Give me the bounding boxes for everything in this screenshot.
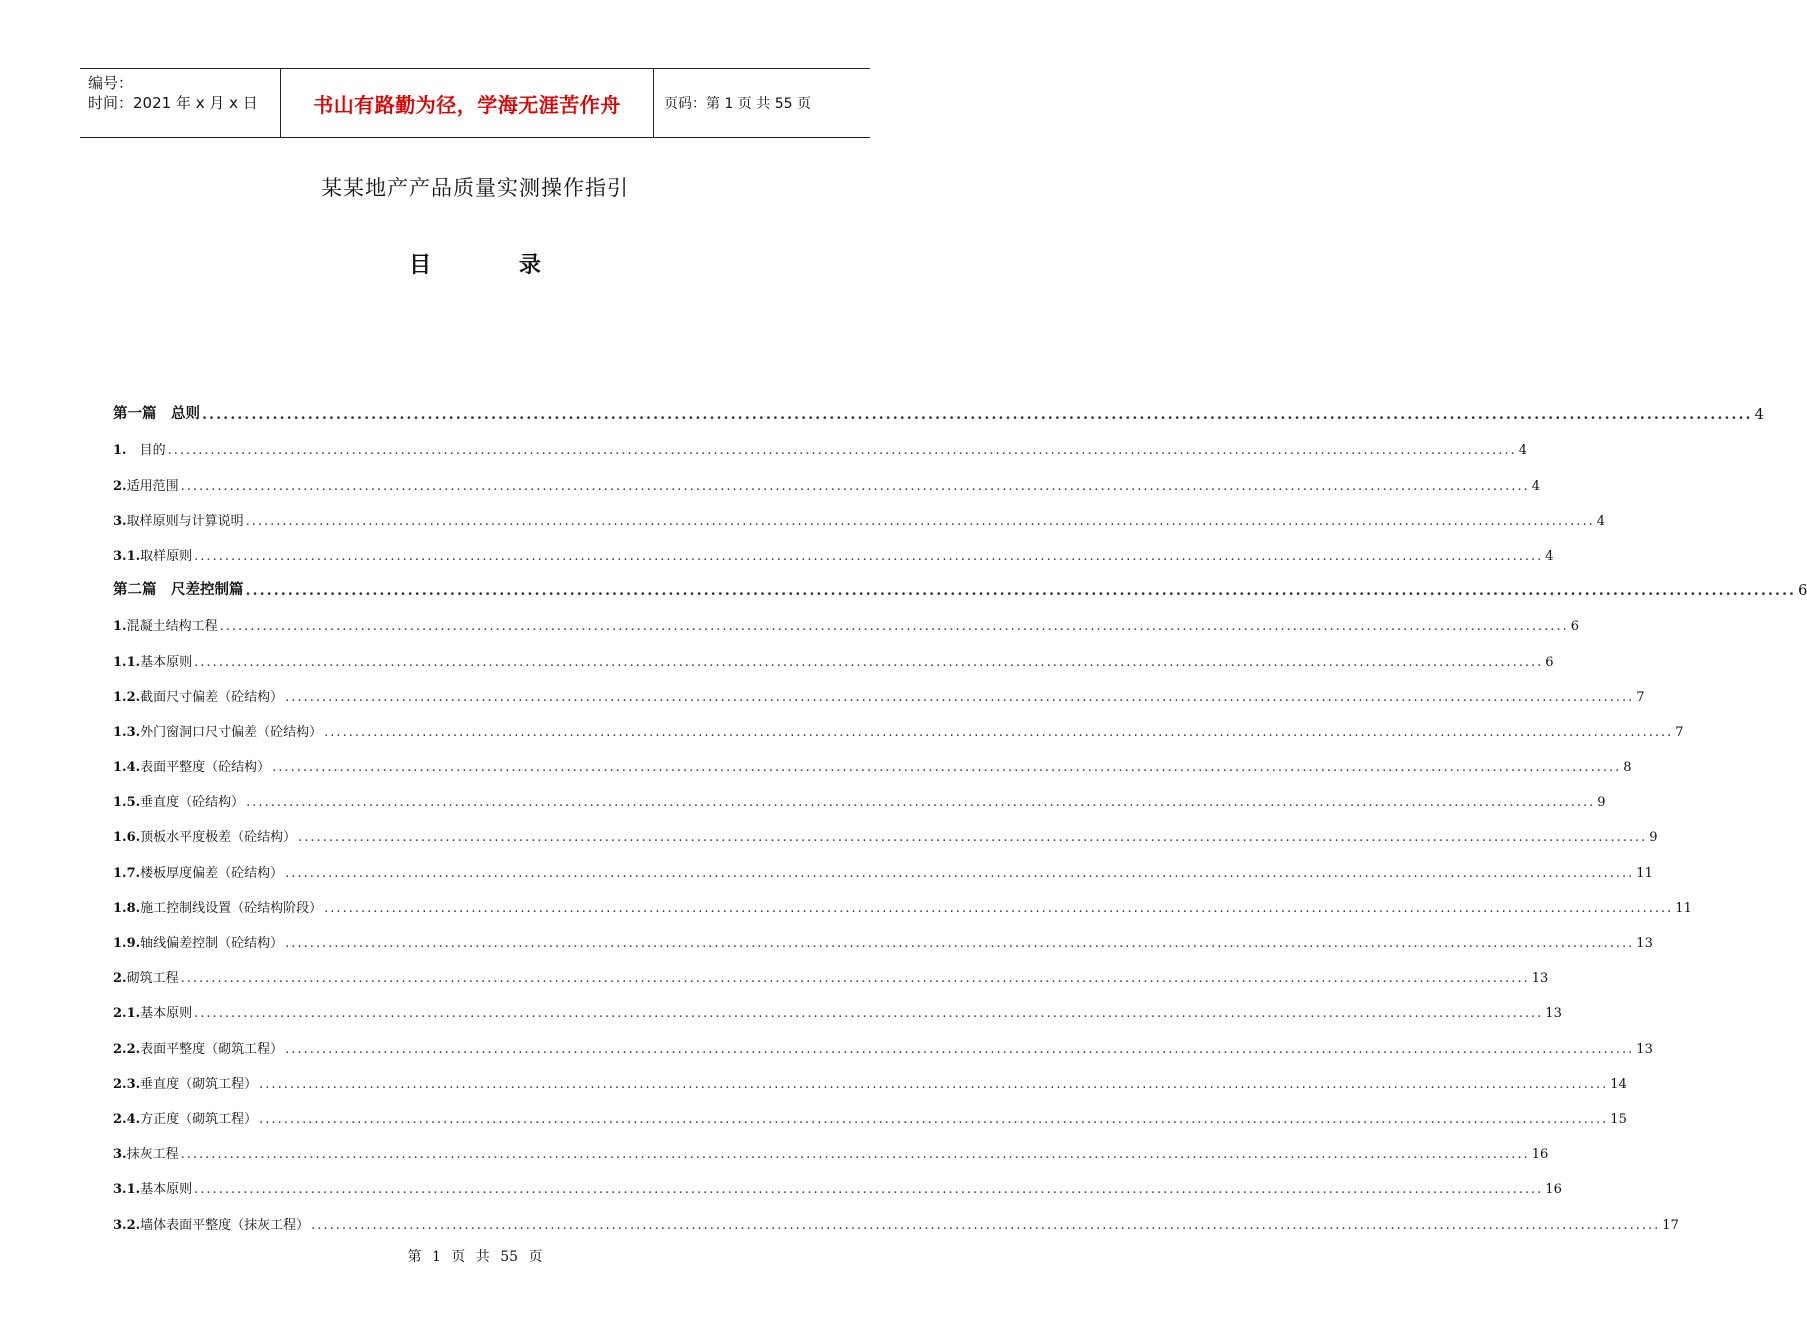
toc-entry-title: 基本原则 bbox=[140, 1006, 193, 1022]
toc-entry-page: 7 bbox=[1636, 689, 1645, 705]
toc-entry-title: 楼板厚度偏差（砼结构） bbox=[140, 865, 284, 881]
toc-entry-title: 适用范围 bbox=[126, 478, 179, 494]
toc-entry[interactable] bbox=[113, 670, 1645, 705]
toc-entry-title: 基本原则 bbox=[140, 1182, 193, 1198]
toc-entry[interactable] bbox=[113, 1127, 1549, 1163]
toc-entry[interactable] bbox=[113, 599, 1579, 635]
toc-entry-title: 外门窗洞口尺寸偏差（砼结构） bbox=[140, 724, 323, 740]
toc-entry-number: 2. bbox=[113, 971, 127, 987]
toc-entry[interactable] bbox=[113, 810, 1658, 846]
toc-entry-number: 1.7. bbox=[113, 865, 141, 881]
toc-entry-page: 16 bbox=[1531, 1147, 1549, 1163]
toc-entry-page: 16 bbox=[1545, 1182, 1562, 1198]
header-meta bbox=[80, 69, 281, 137]
toc-leader-dots: ............................................................................................................................................................................................................................ bbox=[202, 406, 1753, 424]
document-number-label: 编号： bbox=[88, 74, 134, 92]
toc-entry-number: 1. bbox=[113, 619, 127, 635]
toc-entry-title: 目的 bbox=[126, 443, 166, 459]
toc-leader-dots: ............................................................................................................................................................................................................................ bbox=[285, 936, 1635, 951]
toc-leader-dots: ............................................................................................................................................................................................................................ bbox=[285, 1041, 1635, 1057]
toc-entry[interactable] bbox=[113, 951, 1549, 987]
toc-entry-page: 6 bbox=[1545, 654, 1554, 670]
toc-leader-dots: ............................................................................................................................................................................................................................ bbox=[285, 689, 1635, 705]
toc-leader-dots: ............................................................................................................................................................................................................................ bbox=[259, 1076, 1609, 1092]
toc-leader-dots: ............................................................................................................................................................................................................................ bbox=[194, 1182, 1544, 1198]
toc-entry[interactable] bbox=[113, 634, 1554, 670]
document-date: 时间：2021 年 x 月 x 日 bbox=[88, 94, 258, 112]
toc-entry[interactable] bbox=[113, 423, 1527, 459]
toc-entry-number: 1.1. bbox=[113, 654, 141, 670]
toc-leader-dots: ............................................................................................................................................................................................................................ bbox=[285, 865, 1635, 881]
toc-entry[interactable] bbox=[113, 740, 1632, 776]
toc-entry-page: 13 bbox=[1636, 1041, 1653, 1057]
toc-entry-number: 1.4. bbox=[113, 760, 141, 776]
toc-entry-title: 垂直度（砌筑工程） bbox=[140, 1076, 258, 1092]
toc-leader-dots: ............................................................................................................................................................................................................................ bbox=[180, 971, 1530, 987]
toc-entry-page: 6 bbox=[1798, 583, 1807, 600]
toc-entry-page: 17 bbox=[1662, 1217, 1679, 1233]
toc-leader-dots: ............................................................................................................................................................................................................................ bbox=[311, 1217, 1661, 1233]
toc-heading: 目 录 bbox=[409, 253, 581, 278]
toc-entry[interactable] bbox=[113, 775, 1606, 811]
toc-entry[interactable] bbox=[113, 845, 1653, 881]
toc-entry-page: 13 bbox=[1636, 936, 1653, 951]
toc-entry-title: 轴线偏差控制（砼结构） bbox=[140, 936, 284, 951]
toc-entry-number: 1. bbox=[113, 443, 127, 459]
toc-entry-title: 截面尺寸偏差（砼结构） bbox=[140, 689, 284, 705]
toc-entry-title: 取样原则 bbox=[140, 548, 193, 564]
toc-entry-number: 1.5. bbox=[113, 795, 141, 811]
toc-entry-number: 3. bbox=[113, 1147, 127, 1163]
toc-entry-number: 2.4. bbox=[113, 1111, 141, 1127]
toc-entry-page: 11 bbox=[1675, 900, 1692, 916]
toc-entry-number: 2.2. bbox=[113, 1041, 141, 1057]
toc-entry-title: 基本原则 bbox=[140, 654, 193, 670]
toc-entry-number: 2. bbox=[113, 478, 127, 494]
toc-entry-title: 方正度（砌筑工程） bbox=[140, 1111, 258, 1127]
toc-entry-title: 墙体表面平整度（抹灰工程） bbox=[140, 1217, 310, 1233]
toc-entry-page: 8 bbox=[1623, 760, 1632, 776]
toc-entry-number: 1.2. bbox=[113, 689, 141, 705]
toc-entry-title: 抹灰工程 bbox=[126, 1147, 179, 1163]
toc-entry[interactable] bbox=[113, 494, 1605, 529]
toc-entry-page: 4 bbox=[1596, 513, 1605, 529]
toc-leader-dots: ............................................................................................................................................................................................................................ bbox=[167, 443, 1517, 459]
toc-entry[interactable] bbox=[113, 1057, 1627, 1092]
page-header bbox=[80, 68, 870, 138]
toc-entry-page: 6 bbox=[1570, 619, 1579, 635]
toc-entry-number: 1.6. bbox=[113, 830, 141, 846]
toc-entry[interactable] bbox=[113, 916, 1653, 951]
toc-entry-page: 13 bbox=[1531, 971, 1549, 987]
toc-entry-title: 砌筑工程 bbox=[126, 971, 179, 987]
toc-leader-dots: ............................................................................................................................................................................................................................ bbox=[245, 582, 1797, 600]
toc-leader-dots: ............................................................................................................................................................................................................................ bbox=[180, 1147, 1530, 1163]
table-of-contents bbox=[113, 388, 1807, 1233]
toc-leader-dots: ............................................................................................................................................................................................................................ bbox=[324, 900, 1674, 916]
toc-entry-title: 施工控制线设置（砼结构阶段） bbox=[140, 900, 323, 916]
toc-entry-page: 7 bbox=[1675, 724, 1684, 740]
header-page-info: 页码：第 1 页 共 55 页 bbox=[664, 96, 811, 112]
toc-entry[interactable] bbox=[113, 564, 1807, 600]
toc-entry-number: 3.1. bbox=[113, 548, 141, 564]
toc-entry[interactable] bbox=[113, 1021, 1653, 1057]
toc-entry[interactable] bbox=[113, 986, 1562, 1022]
toc-entry-number: 1.3. bbox=[113, 724, 141, 740]
toc-entry-title: 垂直度（砼结构） bbox=[140, 795, 245, 811]
toc-leader-dots: ............................................................................................................................................................................................................................ bbox=[324, 724, 1674, 740]
toc-leader-dots: ............................................................................................................................................................................................................................ bbox=[194, 1006, 1544, 1022]
toc-entry-page: 11 bbox=[1636, 865, 1653, 881]
toc-entry-title: 取样原则与计算说明 bbox=[126, 513, 244, 529]
toc-entry-number: 1.8. bbox=[113, 900, 141, 916]
header-motto-cell bbox=[281, 69, 654, 137]
toc-leader-dots: ............................................................................................................................................................................................................................ bbox=[245, 513, 1595, 529]
toc-entry-title: 第二篇 尺差控制篇 bbox=[113, 582, 244, 599]
toc-entry-title: 混凝土结构工程 bbox=[126, 619, 218, 635]
toc-entry[interactable] bbox=[113, 1162, 1562, 1198]
toc-entry-page: 15 bbox=[1610, 1111, 1627, 1127]
toc-entry-page: 9 bbox=[1597, 795, 1606, 811]
toc-entry[interactable] bbox=[113, 458, 1540, 494]
toc-entry[interactable] bbox=[113, 881, 1692, 916]
toc-entry-number: 3.2. bbox=[113, 1217, 141, 1233]
toc-entry-title: 顶板水平度极差（砼结构） bbox=[140, 830, 297, 846]
toc-entry[interactable] bbox=[113, 388, 1764, 424]
toc-entry-number: 2.1. bbox=[113, 1006, 141, 1022]
toc-entry-number: 3. bbox=[113, 513, 127, 529]
toc-entry-number: 2.3. bbox=[113, 1076, 141, 1092]
toc-entry-title: 表面平整度（砼结构） bbox=[140, 760, 271, 776]
header-motto: 书山有路勤为径，学海无涯苦作舟 bbox=[313, 92, 621, 117]
toc-entry-page: 14 bbox=[1610, 1076, 1627, 1092]
toc-leader-dots: ............................................................................................................................................................................................................................ bbox=[259, 1111, 1609, 1127]
toc-entry[interactable] bbox=[113, 1197, 1679, 1233]
toc-leader-dots: ............................................................................................................................................................................................................................ bbox=[272, 760, 1622, 776]
toc-entry[interactable] bbox=[113, 529, 1554, 564]
toc-entry[interactable] bbox=[113, 705, 1684, 740]
toc-entry-page: 4 bbox=[1545, 548, 1554, 564]
toc-leader-dots: ............................................................................................................................................................................................................................ bbox=[246, 795, 1596, 811]
toc-leader-dots: ............................................................................................................................................................................................................................ bbox=[194, 548, 1544, 564]
toc-leader-dots: ............................................................................................................................................................................................................................ bbox=[219, 619, 1569, 635]
toc-entry-page: 13 bbox=[1545, 1006, 1562, 1022]
toc-leader-dots: ............................................................................................................................................................................................................................ bbox=[194, 654, 1544, 670]
toc-entry-number: 1.9. bbox=[113, 936, 141, 951]
toc-entry-page: 4 bbox=[1531, 478, 1540, 494]
toc-entry-page: 4 bbox=[1518, 443, 1527, 459]
toc-entry-title: 表面平整度（砌筑工程） bbox=[140, 1041, 284, 1057]
toc-entry-page: 4 bbox=[1754, 407, 1764, 424]
page-footer: 第 1 页 共 55 页 bbox=[407, 1249, 543, 1265]
toc-leader-dots: ............................................................................................................................................................................................................................ bbox=[180, 478, 1530, 494]
document-title: 某某地产产品质量实测操作指引 bbox=[321, 176, 629, 200]
toc-entry-title: 第一篇 总则 bbox=[113, 406, 200, 423]
toc-entry-number: 3.1. bbox=[113, 1182, 141, 1198]
toc-leader-dots: ............................................................................................................................................................................................................................ bbox=[298, 830, 1648, 846]
toc-entry-page: 9 bbox=[1649, 830, 1658, 846]
toc-entry[interactable] bbox=[113, 1092, 1627, 1127]
